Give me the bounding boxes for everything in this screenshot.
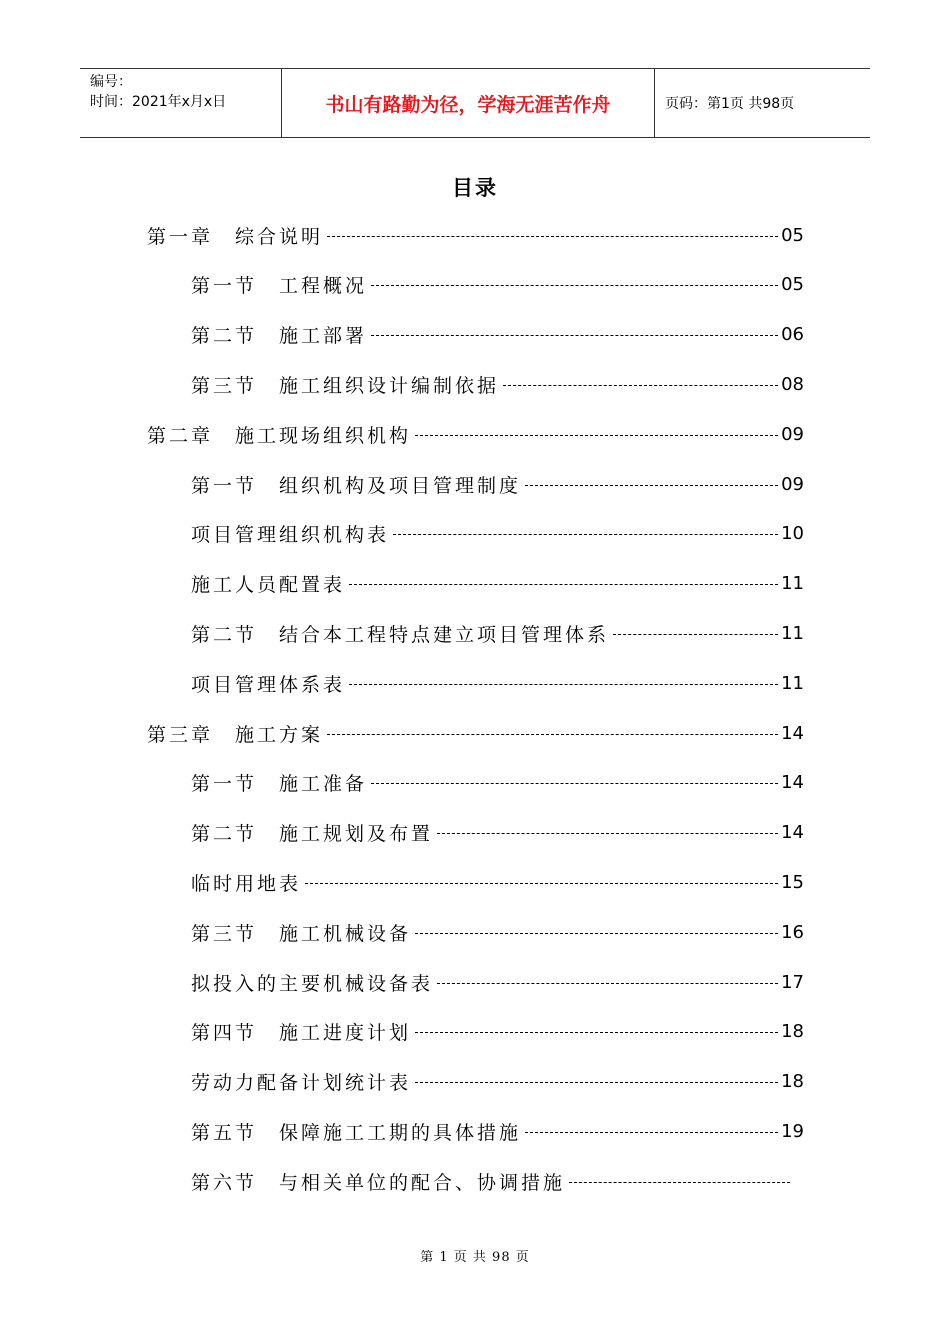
toc-entry-page: 09 [781,473,804,495]
toc-entry-page: 17 [781,971,804,993]
toc-entry[interactable] [191,765,804,801]
toc-leader-line [437,983,778,984]
toc-leader-line [569,1182,790,1183]
toc-entry-label [191,1168,565,1195]
toc-entry-text: 结合本工程特点建立项目管理体系 [279,623,610,646]
toc-entry-label [191,1068,411,1095]
toc-entry-page: 18 [781,1021,804,1043]
toc-leader-line [503,385,778,386]
toc-entry-page: 11 [781,672,804,694]
toc-entry[interactable] [191,864,804,900]
toc-leader-line [371,335,778,336]
toc-entry-text: 施工部署 [279,325,368,348]
toc-entry[interactable] [191,566,804,602]
toc-entry-text: 施工方案 [235,723,324,746]
toc-entry-label [147,222,323,249]
toc-entry-prefix: 第二节 [191,325,258,348]
toc-entry-label [191,570,345,597]
toc-entry-prefix: 第六节 [191,1171,258,1194]
toc-entry-text: 施工准备 [279,773,368,796]
toc-entry-page: 11 [781,573,804,595]
toc-leader-line [393,534,778,535]
toc-entry-text: 施工进度计划 [279,1022,412,1045]
toc-entry[interactable] [191,1163,792,1199]
toc-entry-prefix: 第二章 [147,424,214,447]
toc-entry[interactable] [191,466,804,502]
toc-entry[interactable] [191,267,804,303]
toc-leader-line [327,236,778,237]
header-page-info: 页码：第1页 共98页 [665,96,795,112]
toc-entry[interactable] [191,1113,804,1149]
toc-leader-line [415,933,778,934]
toc-entry[interactable] [147,416,804,452]
toc-entry[interactable] [191,815,804,851]
toc-entry[interactable] [147,715,804,751]
toc-entry-page: 05 [781,224,804,246]
toc-entry-page: 08 [781,373,804,395]
toc-entry-prefix: 第二节 [191,823,258,846]
toc-entry-text: 施工人员配置表 [191,574,346,597]
toc-leader-line [349,584,778,585]
toc-entry-page: 14 [781,822,804,844]
toc-entry-prefix: 第五节 [191,1121,258,1144]
toc-entry-label [191,1018,411,1045]
toc-entry-label [191,620,609,647]
toc-entry-text: 施工规划及布置 [279,823,434,846]
toc-leader-line [415,1032,778,1033]
toc-entry-page: 14 [781,772,804,794]
toc-entry-page: 11 [781,622,804,644]
toc-entry-label [191,271,367,298]
toc-title: 目录 [452,176,498,200]
toc-entry[interactable] [191,615,804,651]
toc-entry-label [147,720,323,747]
toc-leader-line [525,1132,778,1133]
toc-entry-text: 与相关单位的配合、协调措施 [279,1171,566,1194]
toc-entry-prefix: 第四节 [191,1022,258,1045]
toc-entry-prefix: 第三节 [191,922,258,945]
toc-entry-label [191,869,301,896]
page-footer: 第 1 页 共 98 页 [420,1250,530,1265]
toc-leader-line [349,684,778,685]
toc-entry-text: 项目管理组织机构表 [191,524,390,547]
toc-entry-prefix: 第一章 [147,225,214,248]
toc-entry-page: 10 [781,523,804,545]
toc-entry-text: 项目管理体系表 [191,673,346,696]
toc-entry-text: 综合说明 [235,225,324,248]
toc-entry-text: 劳动力配备计划统计表 [191,1072,412,1095]
toc-entry-prefix: 第一节 [191,773,258,796]
toc-entry[interactable] [191,914,804,950]
toc-entry-prefix: 第一节 [191,474,258,497]
toc-leader-line [437,833,778,834]
toc-entry-page: 19 [781,1120,804,1142]
toc-entry-label [147,421,411,448]
toc-entry[interactable] [147,217,804,253]
toc-entry-prefix: 第三章 [147,723,214,746]
toc-leader-line [305,883,778,884]
toc-entry-prefix: 第一节 [191,275,258,298]
toc-entry-text: 施工机械设备 [279,922,412,945]
header-meta [80,69,282,137]
toc-entry[interactable] [191,964,804,1000]
toc-leader-line [327,734,778,735]
toc-entry-text: 拟投入的主要机械设备表 [191,972,434,995]
toc-entry-label [191,1118,521,1145]
toc-entry[interactable] [191,317,804,353]
toc-entry-label [191,670,345,697]
toc-entry-page: 05 [781,274,804,296]
toc-leader-line [525,485,778,486]
document-date: 时间：2021年x月x日 [90,94,227,110]
toc-entry[interactable] [191,366,804,402]
toc-entry-text: 组织机构及项目管理制度 [279,474,522,497]
toc-entry[interactable] [191,665,804,701]
toc-entry-label [191,919,411,946]
toc-entry-label [191,321,367,348]
toc-entry-text: 临时用地表 [191,872,302,895]
toc-leader-line [613,634,778,635]
toc-entry-prefix: 第三节 [191,374,258,397]
toc-entry-label [191,969,433,996]
toc-leader-line [371,285,778,286]
toc-entry-text: 施工组织设计编制依据 [279,374,500,397]
toc-entry-page: 16 [781,921,804,943]
toc-leader-line [415,435,778,436]
toc-entry-label [191,769,367,796]
document-number-label: 编号： [90,74,132,90]
toc-entry-label [191,471,521,498]
toc-leader-line [415,1082,778,1083]
toc-entry-page: 14 [781,722,804,744]
toc-entry-text: 工程概况 [279,275,368,298]
toc-entry-page: 09 [781,423,804,445]
toc-entry-label [191,371,499,398]
page-header [80,68,870,138]
toc-entry-label [191,819,433,846]
toc-entry[interactable] [191,516,804,552]
toc-entry-page: 15 [781,871,804,893]
toc-leader-line [371,783,778,784]
toc-entry-label [191,520,389,547]
toc-entry-prefix: 第二节 [191,623,258,646]
toc-entry-text: 施工现场组织机构 [235,424,412,447]
toc-entry-text: 保障施工工期的具体措施 [279,1121,522,1144]
toc-entry[interactable] [191,1014,804,1050]
toc-entry[interactable] [191,1064,804,1100]
toc-entry-page: 06 [781,324,804,346]
header-motto: 书山有路勤为径，学海无涯苦作舟 [282,69,655,137]
toc-entry-page: 18 [781,1071,804,1093]
